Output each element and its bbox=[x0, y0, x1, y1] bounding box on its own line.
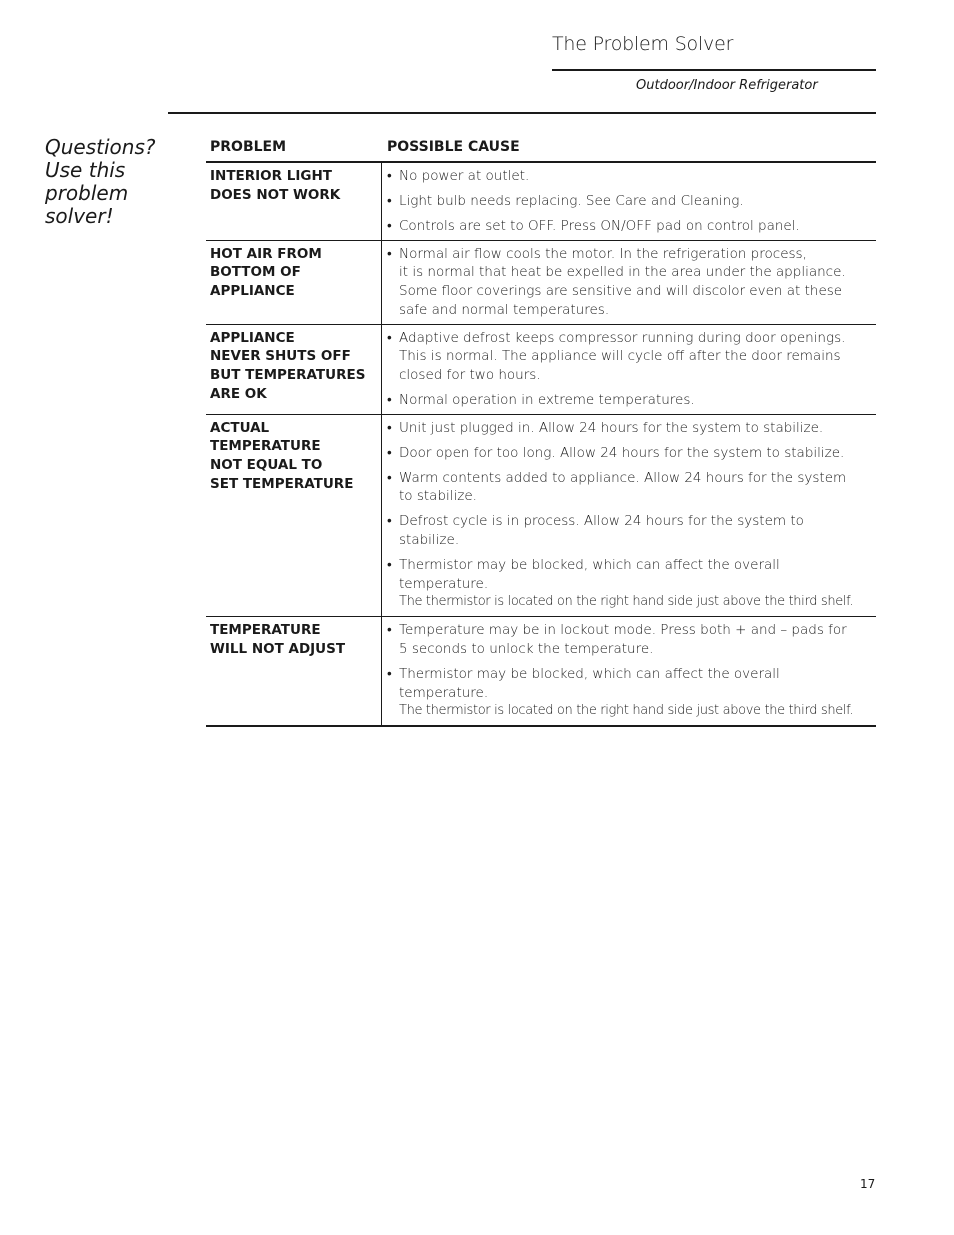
problem-text: APPLIANCE bbox=[210, 329, 295, 346]
problem-text: ACTUAL bbox=[210, 419, 270, 436]
side-heading-line: solver! bbox=[45, 204, 114, 228]
side-heading bbox=[45, 136, 175, 228]
header-rule bbox=[168, 112, 876, 114]
cause-text: The thermistor is located on the right hand side just above the third shelf. bbox=[399, 703, 854, 719]
cause-text: • Adaptive defrost keeps compressor running during door openings. bbox=[399, 329, 846, 346]
cause-text: • No power at outlet. bbox=[399, 168, 530, 184]
problem-cell bbox=[206, 617, 382, 725]
table-row bbox=[206, 325, 876, 415]
cause-item bbox=[387, 512, 866, 549]
cause-cell bbox=[382, 415, 876, 617]
cause-text: it is normal that heat be expelled in the area under the appliance. bbox=[399, 264, 846, 281]
cause-text: • Thermistor may be blocked, which can affect the overall temperature. bbox=[399, 557, 780, 592]
page-title: The Problem Solver bbox=[552, 33, 734, 55]
cause-text: The thermistor is located on the right hand side just above the third shelf. bbox=[399, 594, 854, 610]
table-row bbox=[206, 617, 876, 727]
page-subtitle: Outdoor/Indoor Refrigerator bbox=[636, 78, 818, 93]
cause-text: 5 seconds to unlock the temperature. bbox=[399, 640, 654, 657]
cause-text: • Temperature may be in lockout mode. Press both + and – pads for bbox=[399, 622, 847, 639]
table-row bbox=[206, 241, 876, 325]
side-heading-line: Use this bbox=[45, 158, 126, 182]
cause-text: • Defrost cycle is in process. Allow 24 hours for the system to stabilize. bbox=[399, 513, 804, 549]
problem-text: BOTTOM OF bbox=[210, 264, 301, 281]
cause-item bbox=[387, 444, 866, 463]
problem-cell bbox=[206, 325, 382, 414]
cause-text: • Thermistor may be blocked, which can affect the overall temperature. bbox=[399, 665, 780, 701]
problem-text: HOT AIR FROM bbox=[210, 245, 322, 262]
table-row bbox=[206, 163, 876, 241]
problem-text: DOES NOT WORK bbox=[210, 186, 341, 203]
problem-text: NEVER SHUTS OFF bbox=[210, 348, 351, 365]
problem-text: TEMPERATURE bbox=[210, 438, 321, 455]
cause-item bbox=[387, 167, 866, 186]
cause-cell bbox=[382, 241, 876, 324]
page-number: 17 bbox=[860, 1177, 876, 1191]
cause-text: Some floor coverings are sensitive and will discolor even at these bbox=[399, 283, 843, 300]
cause-text: safe and normal temperatures. bbox=[399, 301, 610, 318]
cause-item bbox=[387, 245, 866, 320]
problem-text: ARE OK bbox=[210, 385, 267, 402]
title-rule bbox=[552, 69, 876, 71]
cause-item bbox=[387, 469, 866, 506]
side-heading-line: Questions? bbox=[45, 135, 156, 159]
cause-text: • Controls are set to OFF. Press ON/OFF pad on control panel. bbox=[399, 218, 800, 234]
problem-text: APPLIANCE bbox=[210, 283, 295, 300]
problem-cell bbox=[206, 415, 382, 617]
problem-text: INTERIOR LIGHT bbox=[210, 168, 332, 184]
cause-text: • Light bulb needs replacing. See Care and Cleaning. bbox=[399, 193, 744, 209]
cause-text: closed for two hours. bbox=[399, 366, 541, 383]
problem-text: SET TEMPERATURE bbox=[210, 475, 354, 492]
problem-cell bbox=[206, 163, 382, 240]
table-header bbox=[206, 135, 876, 163]
problem-text: WILL NOT ADJUST bbox=[210, 640, 346, 657]
table-body bbox=[206, 163, 876, 727]
cause-item bbox=[387, 665, 866, 721]
side-heading-line: problem bbox=[45, 181, 129, 205]
cause-item bbox=[387, 419, 866, 438]
problem-solver-table bbox=[206, 135, 876, 727]
cause-text: This is normal. The appliance will cycle off after the door remains bbox=[399, 348, 841, 365]
cause-text: • Door open for too long. Allow 24 hours for the system to stabilize. bbox=[399, 444, 845, 461]
column-header-problem: PROBLEM bbox=[210, 139, 287, 155]
cause-cell bbox=[382, 163, 876, 240]
cause-item bbox=[387, 329, 866, 385]
cause-cell bbox=[382, 617, 876, 725]
cause-text: to stabilize. bbox=[399, 488, 477, 505]
cause-item bbox=[387, 621, 866, 658]
column-header-cause: POSSIBLE CAUSE bbox=[387, 139, 520, 155]
cause-text: • Warm contents added to appliance. Allow 24 hours for the system bbox=[399, 469, 847, 486]
cause-text: • Normal air flow cools the motor. In the refrigeration process, bbox=[399, 245, 807, 262]
problem-cell bbox=[206, 241, 382, 324]
problem-text: BUT TEMPERATURES bbox=[210, 366, 366, 383]
problem-text: TEMPERATURE bbox=[210, 622, 321, 639]
table-row bbox=[206, 415, 876, 618]
cause-item bbox=[387, 217, 866, 236]
cause-cell bbox=[382, 325, 876, 414]
cause-item bbox=[387, 556, 866, 612]
problem-text: NOT EQUAL TO bbox=[210, 457, 323, 474]
cause-text: • Unit just plugged in. Allow 24 hours for the system to stabilize. bbox=[399, 419, 824, 436]
cause-item bbox=[387, 192, 866, 211]
cause-item bbox=[387, 391, 866, 410]
cause-text: • Normal operation in extreme temperatures. bbox=[399, 391, 695, 408]
